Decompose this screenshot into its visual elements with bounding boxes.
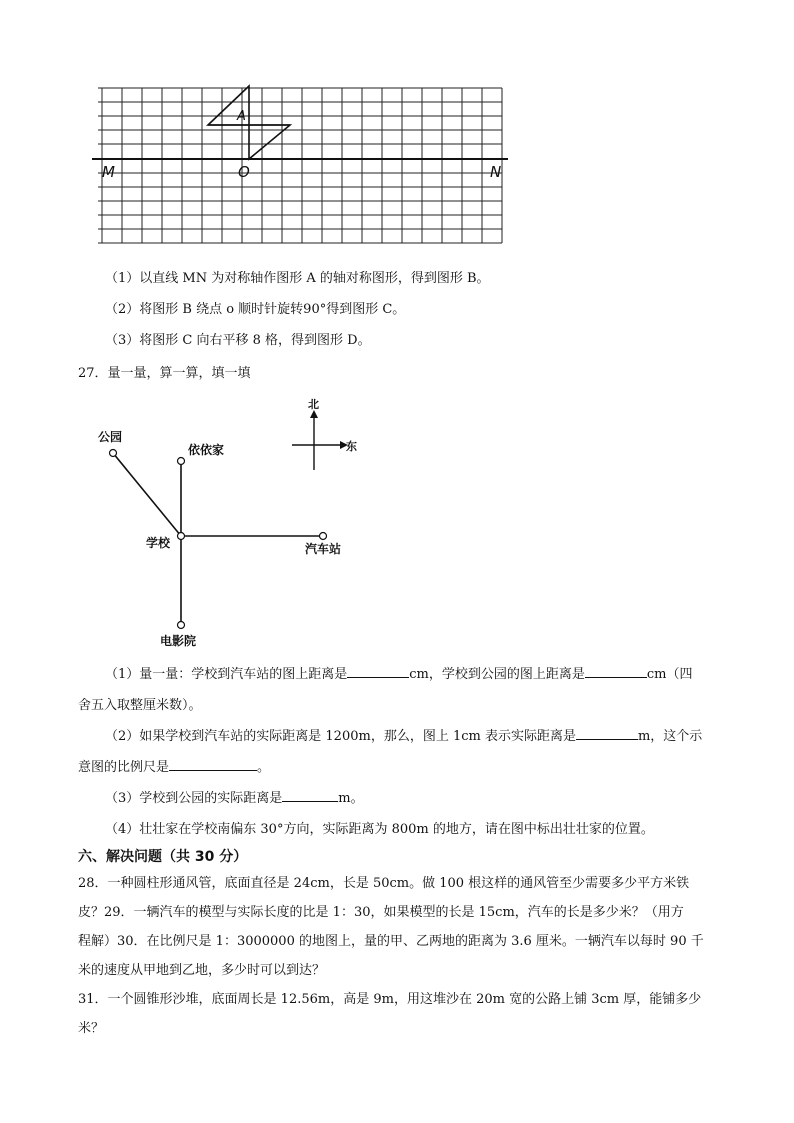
q28-line-2: 皮？29．一辆汽车的模型与实际长度的比是 1：30，如果模型的长是 15cm，汽车的长是多少米？（用方 xyxy=(78,905,684,920)
q31-line-1: 31．一个圆锥形沙堆，底面周长是 12.56m，高是 9m，用这堆沙在 20m 宽的公路上铺 3cm 厚，能铺多少 xyxy=(78,992,702,1007)
east-label: 东 xyxy=(346,440,357,453)
q27-p2-cont: 意图的比例尺是 。 xyxy=(78,752,738,783)
cinema-point xyxy=(178,622,185,629)
q31-line-2: 米？ xyxy=(78,1021,105,1036)
bus-station-label: 汽车站 xyxy=(305,542,342,556)
map-figure xyxy=(92,390,372,652)
label-m: M xyxy=(102,163,115,181)
shape-a xyxy=(208,86,290,159)
answer-blank[interactable] xyxy=(585,664,647,678)
grid-figure xyxy=(90,80,515,256)
q26-item-2: （2）将图形 B 绕点 o 顺时针旋转90°得到图形 C。 xyxy=(105,302,406,317)
q27-p1: （1）量一量：学校到汽车站的图上距离是 cm，学校到公园的图上距离是 cm（四 xyxy=(78,659,738,690)
cinema-label: 电影院 xyxy=(160,634,197,648)
answer-blank[interactable] xyxy=(169,757,257,771)
shape-a-label: A xyxy=(237,109,246,124)
label-o: O xyxy=(238,163,250,181)
road-school-park xyxy=(113,453,181,536)
yiyi-home-point xyxy=(178,458,185,465)
q30-line-4: 米的速度从甲地到乙地，多少时可以到达？ xyxy=(78,963,326,978)
bus-station-point xyxy=(320,533,327,540)
school-point xyxy=(178,533,185,540)
compass-icon xyxy=(292,410,348,470)
park-label: 公园 xyxy=(98,430,123,444)
q26-item-1: （1）以直线 MN 为对称轴作图形 A 的轴对称图形，得到图形 B。 xyxy=(105,271,490,286)
answer-blank[interactable] xyxy=(347,664,409,678)
q26-item-3: （3）将图形 C 向右平移 8 格，得到图形 D。 xyxy=(105,333,371,348)
q27-p3: （3）学校到公园的实际距离是 m。 xyxy=(78,783,738,814)
q28-line-1: 28．一种圆柱形通风管，底面直径是 24cm，长是 50cm。做 100 根这样的通风管至少需要多少平方米铁 xyxy=(78,876,690,891)
section6-title: 六、解决问题（共 30 分） xyxy=(78,849,248,865)
school-label: 学校 xyxy=(146,536,171,550)
q27-p2: （2）如果学校到汽车站的实际距离是 1200m，那么，图上 1cm 表示实际距离是 m，这个示 xyxy=(78,721,738,752)
q27-p1-cont: 舍五入取整厘米数）。 xyxy=(78,698,202,713)
grid-lines xyxy=(98,88,502,243)
q29-line-3: 程解）30．在比例尺是 1：3000000 的地图上，量的甲、乙两地的距离为 3.6 厘米。一辆汽车以每时 90 千 xyxy=(78,934,704,949)
park-point xyxy=(110,450,117,457)
answer-blank[interactable] xyxy=(282,788,338,802)
yiyi-home-label: 依依家 xyxy=(188,443,225,457)
q27-title: 27．量一量，算一算，填一填 xyxy=(78,366,251,381)
north-label: 北 xyxy=(308,398,319,411)
answer-blank[interactable] xyxy=(576,726,638,740)
q27-p4: （4）壮壮家在学校南偏东 30°方向，实际距离为 800m 的地方，请在图中标出壮壮家的位置。 xyxy=(105,822,654,837)
label-n: N xyxy=(490,163,502,181)
